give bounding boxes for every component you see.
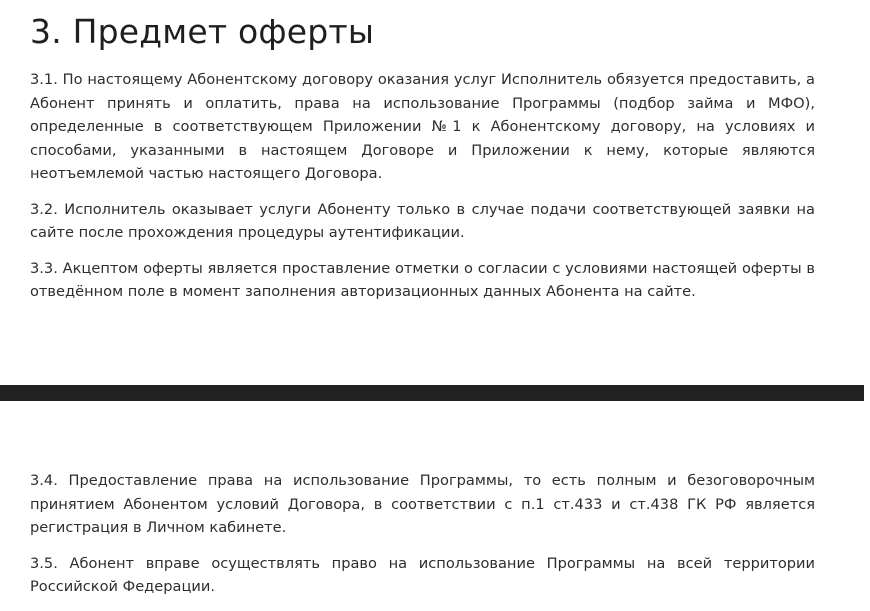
clauses-list-top [30,68,815,304]
clause-3-4: 3.4. Предоставление права на использование Программы, то есть полным и безоговорочным принятием Абонентом условий Договора, в соответствии с п.1 ст.433 и ст.438 ГК РФ является регистрация в Личном кабинете. [30,472,815,536]
offer-subject-section-bottom [30,469,815,611]
clauses-list-bottom [30,469,815,599]
section-title: 3. Предмет оферты [30,12,375,51]
dark-divider-band [0,385,864,401]
clause-3-1: 3.1. По настоящему Абонентскому договору оказания услуг Исполнитель обязуется предоставить, а Абонент принять и оплатить, права на использование Программы (подбор займа и МФО), определенные в соответствующем Приложении №1 к Абонентскому договору, на условиях и способами, указанными в настоящем Договоре и Приложении к нему, которые являются неотъемлемой частью настоящего Договора. [30,71,815,182]
offer-subject-section-top [30,0,815,316]
clause-3-5: 3.5. Абонент вправе осуществлять право на использование Программы на всей территории Российской Федерации. [30,554,815,595]
clause-3-2: 3.2. Исполнитель оказывает услуги Абоненту только в случае подачи соответствующей заявки на сайте после прохождения процедуры аутентификации. [30,200,815,241]
clause-3-3: 3.3. Акцептом оферты является проставление отметки о согласии с условиями настоящей оферты в отведённом поле в момент заполнения авторизационных данных Абонента на сайте. [30,259,815,300]
